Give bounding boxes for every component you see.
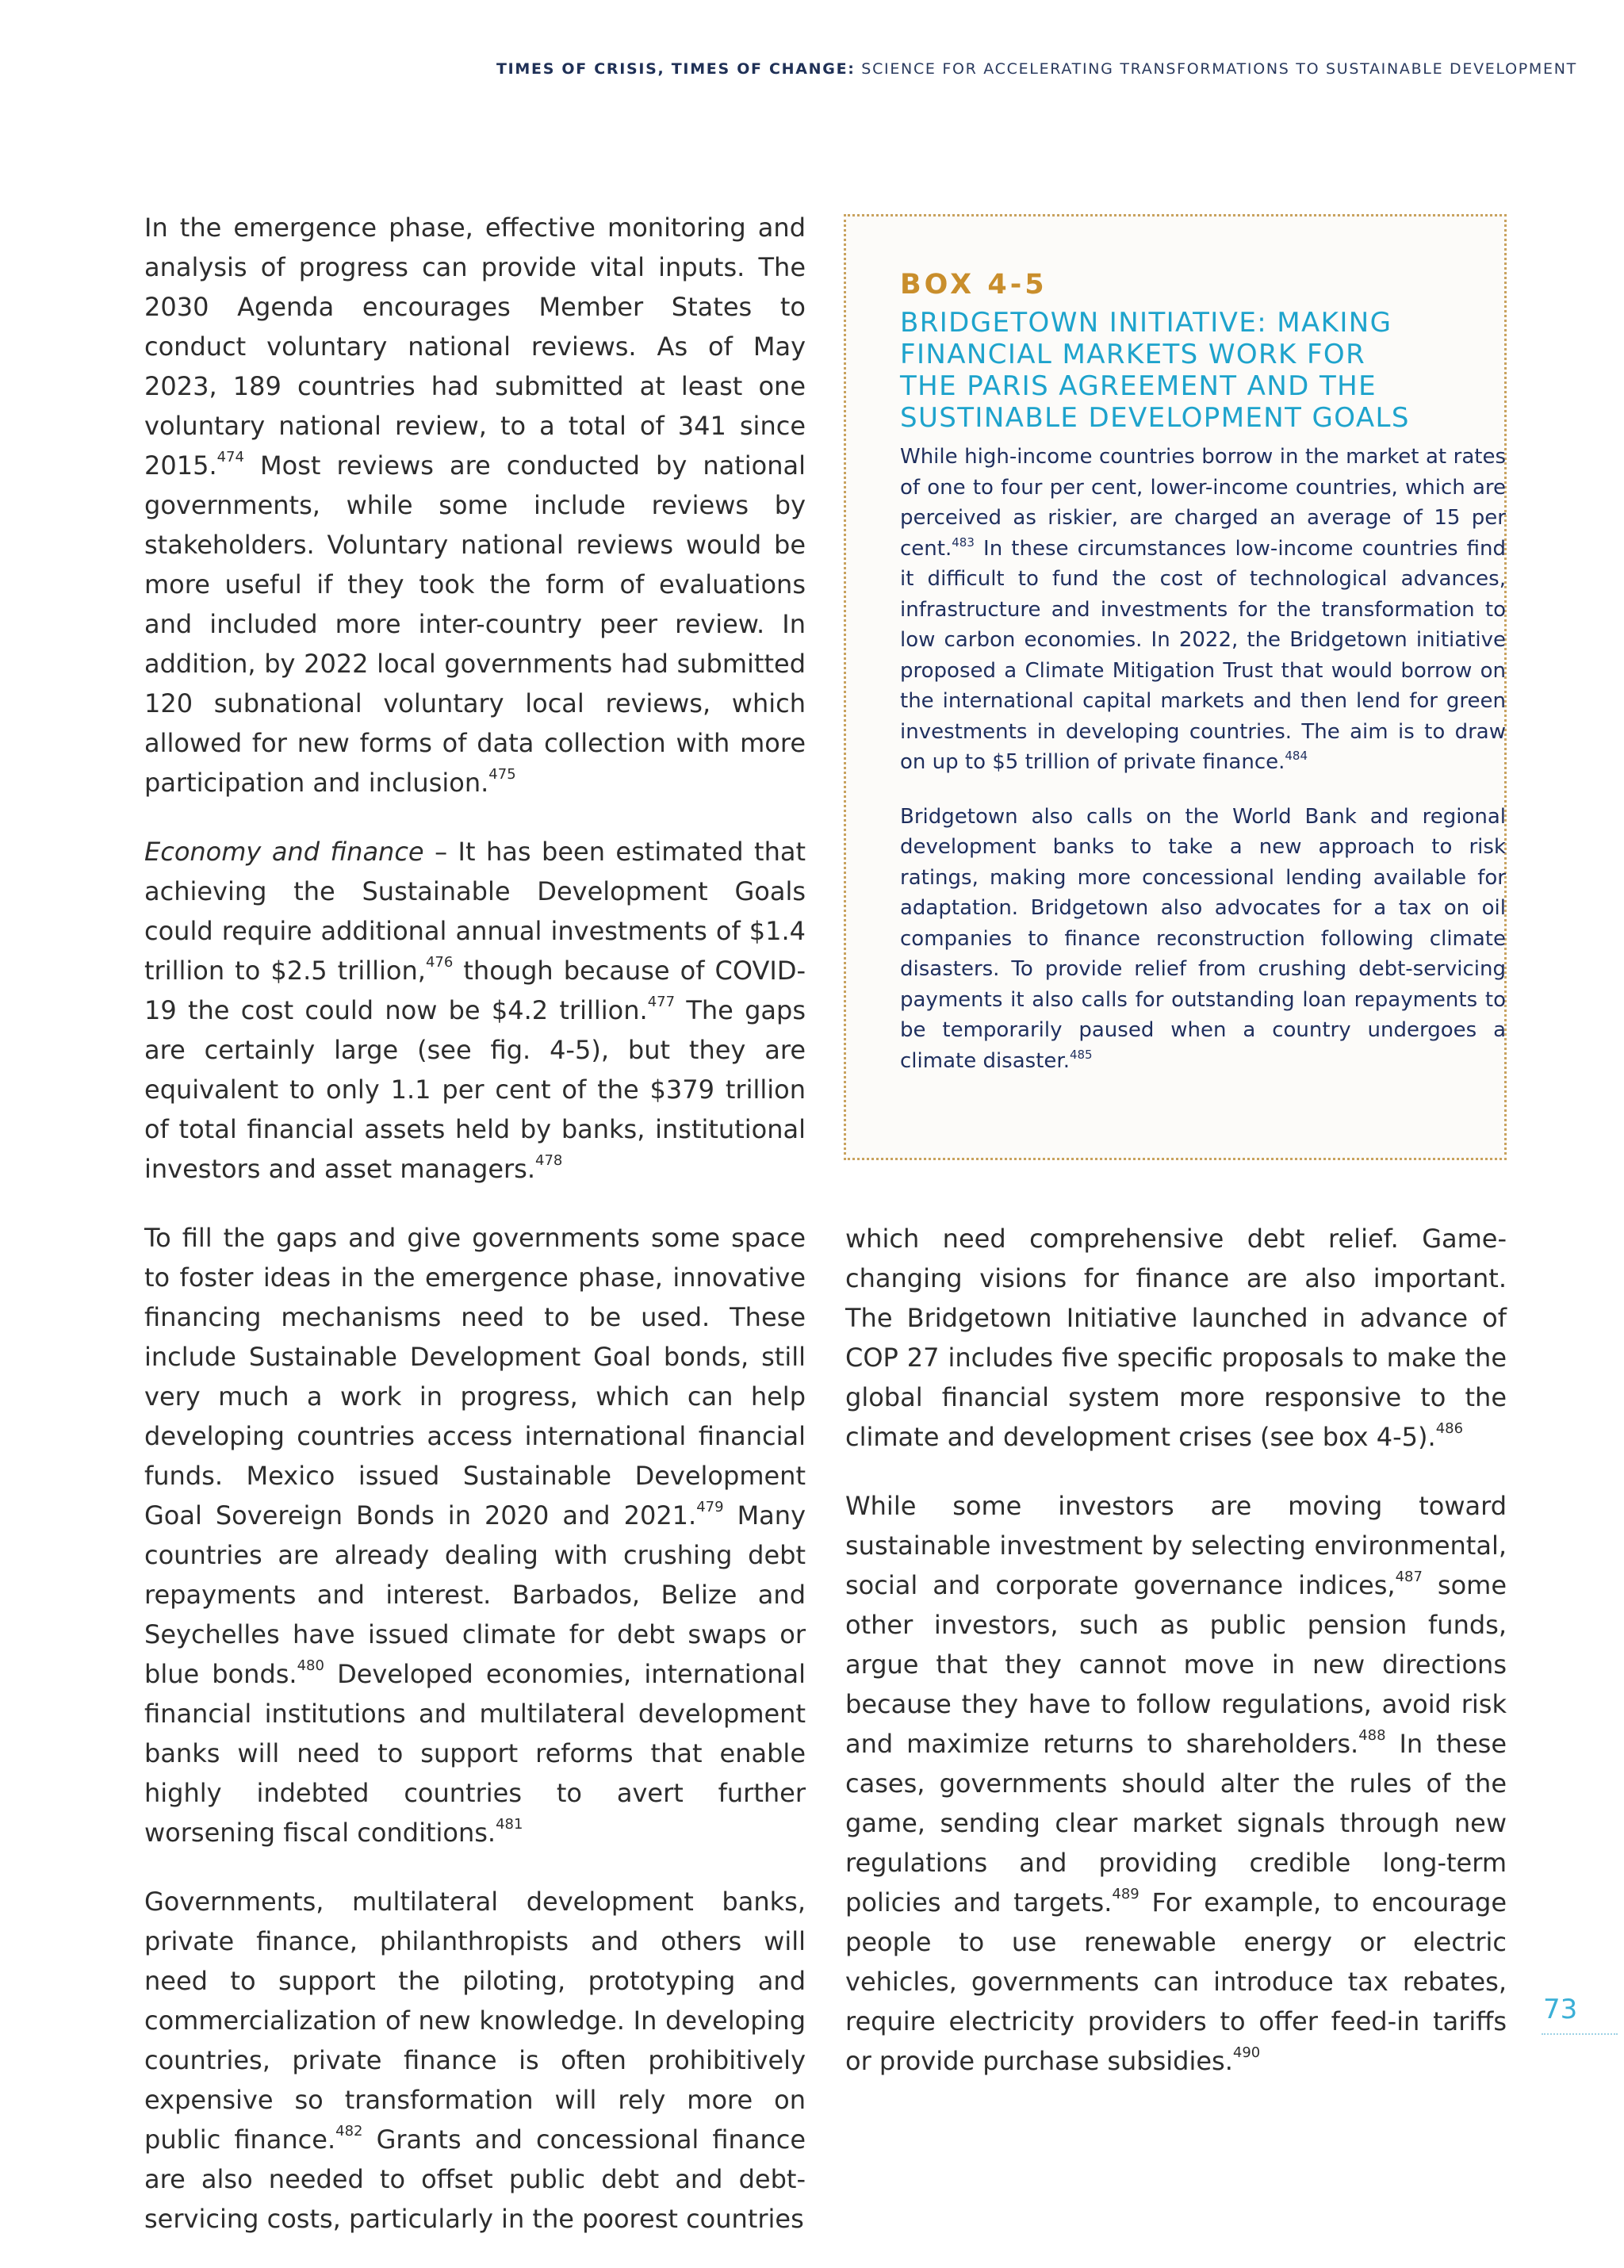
left-column xyxy=(144,208,806,2268)
inline-heading: Economy and finance xyxy=(144,837,424,867)
footnote-ref[interactable]: 487 xyxy=(1395,1569,1423,1585)
box-4-5 xyxy=(844,214,1507,1160)
paragraph-monitoring: In the emergence phase, effective monitoring and analysis of progress can provide vital inputs. The 2030 Agenda encourages Member States to conduct voluntary national reviews. As of May 2023, 189 countries had submitted at least one voluntary national review, to a total of 341 since 2015.$^{474}$ Most reviews are conducted by national governments, while some include reviews by stakeholders. Voluntary national reviews would be more useful if they took the form of evaluations and included more inter-country peer review. In addition, by 2022 local governments had submitted 120 subnational voluntary local reviews, which allowed for new forms of data collection with more participation and inclusion.$^{475}$ xyxy=(144,213,806,798)
footnote-ref[interactable]: 476 xyxy=(425,954,454,971)
paragraph-debt-relief: which need comprehensive debt relief. Game-changing visions for finance are also important. The Bridgetown Initiative launched in advance of COP 27 includes five specific proposals to make the global financial system more responsive to the climate and development crises (see box 4-5).$^{486}$ xyxy=(845,1224,1507,1452)
box-paragraph-borrowing: While high-income countries borrow in the market at rates of one to four per cent, lower-income countries, which are perceived as riskier, are charged an average of 15 per cent.$^{483}$ In these circumstances low-income countries find it difficult to fund the cost of technological advances, infrastructure and investments for the transformation to low carbon economies. In 2022, the Bridgetown initiative proposed a Climate Mitigation Trust that would borrow on the international capital markets and then lend for green investments in developing countries. The aim is to draw on up to $5 trillion of private finance.$^{484}$ xyxy=(900,445,1506,774)
running-header xyxy=(496,60,1577,78)
paragraph-economy-finance: Economy and finance – It has been estimated that achieving the Sustainable Development Goals could require additional annual investments of $1.4 trillion to $2.5 trillion,$^{476}$ though because of COVID-19 the cost could now be $4.2 trillion.$^{477}$ The gaps are certainly large (see fig. 4-5), but they are equivalent to only 1.1 per cent of the $379 trillion of total financial assets held by banks, institutional investors and asset managers.$^{478}$ xyxy=(144,837,806,1184)
footnote-ref[interactable]: 479 xyxy=(696,1499,724,1515)
page-number-rule xyxy=(1542,2033,1618,2035)
footnote-ref[interactable]: 477 xyxy=(647,994,676,1010)
footnote-ref[interactable]: 475 xyxy=(488,766,516,783)
paragraph-financing-mechanisms: To fill the gaps and give governments some space to foster ideas in the emergence phase, innovative financing mechanisms need to be used. These include Sustainable Development Goal bonds, still very much a work in progress, which can help developing countries access international financial funds. Mexico issued Sustainable Development Goal Sovereign Bonds in 2020 and 2021.$^{479}$ Many countries are already dealing with crushing debt repayments and interest. Barbados, Belize and Seychelles have issued climate for debt swaps or blue bonds.$^{480}$ Developed economies, international financial institutions and multilateral development banks will need to support reforms that enable highly indebted countries to avert further worsening fiscal conditions.$^{481}$ xyxy=(144,1223,806,1848)
footnote-ref[interactable]: 488 xyxy=(1358,1727,1386,1744)
page-number: 73 xyxy=(1543,1994,1578,2025)
footnote-ref[interactable]: 489 xyxy=(1112,1886,1139,1902)
box-label: BOX 4-5 xyxy=(900,269,1048,301)
running-header-rest: SCIENCE FOR ACCELERATING TRANSFORMATIONS TO SUSTAINABLE DEVELOPMENT xyxy=(855,60,1577,78)
box-paragraph-world-bank: Bridgetown also calls on the World Bank and regional development banks to take a new approach to risk ratings, making more concessional lending available for adaptation. Bridgetown also advocates for a tax on oil companies to finance reconstruction following climate disasters. To provide relief from crushing debt-servicing payments it also calls for outstanding loan repayments to be temporarily paused when a country undergoes a climate disaster.$^{485}$ xyxy=(900,804,1506,1073)
footnote-ref[interactable]: 480 xyxy=(297,1657,324,1674)
footnote-ref[interactable]: 483 xyxy=(952,534,975,550)
footnote-ref[interactable]: 490 xyxy=(1232,2044,1261,2061)
box-title-line: THE PARIS AGREEMENT AND THE xyxy=(900,370,1377,402)
footnote-ref[interactable]: 481 xyxy=(496,1816,523,1833)
footnote-ref[interactable]: 486 xyxy=(1435,1420,1464,1437)
box-title-line: SUSTINABLE DEVELOPMENT GOALS xyxy=(900,402,1410,434)
footnote-ref[interactable]: 482 xyxy=(335,2123,363,2140)
box-title-line: BRIDGETOWN INITIATIVE: MAKING xyxy=(900,307,1392,339)
footnote-ref[interactable]: 485 xyxy=(1069,1047,1093,1062)
footnote-ref[interactable]: 478 xyxy=(535,1152,563,1169)
paragraph-investors: While some investors are moving toward sustainable investment by selecting environmental, social and corporate governance indices,$^{487}$ some other investors, such as public pension funds, argue that they cannot move in new directions because they have to follow regulations, avoid risk and maximize returns to shareholders.$^{488}$ In these cases, governments should alter the rules of the game, sending clear market signals through new regulations and providing credible long-term policies and targets.$^{489}$ For example, to encourage people to use renewable energy or electric vehicles, governments can introduce tax rebates, require electricity providers to offer feed-in tariffs or provide purchase subsidies.$^{490}$ xyxy=(845,1491,1507,2076)
running-header-bold: TIMES OF CRISIS, TIMES OF CHANGE: xyxy=(496,60,856,78)
right-column xyxy=(845,1219,1507,2110)
box-title-line: FINANCIAL MARKETS WORK FOR xyxy=(900,339,1366,370)
box-title xyxy=(900,307,1506,434)
box-content xyxy=(900,267,1506,1076)
footnote-ref[interactable]: 474 xyxy=(216,449,244,465)
footnote-ref[interactable]: 484 xyxy=(1285,749,1308,763)
paragraph-public-finance: Governments, multilateral development banks, private finance, philanthropists and others will need to support the piloting, prototyping and commercialization of new knowledge. In developing countries, private finance is often prohibitively expensive so transformation will rely more on public finance.$^{482}$ Grants and concessional finance are also needed to offset public debt and debt-servicing costs, particularly in the poorest countries xyxy=(144,1887,806,2234)
